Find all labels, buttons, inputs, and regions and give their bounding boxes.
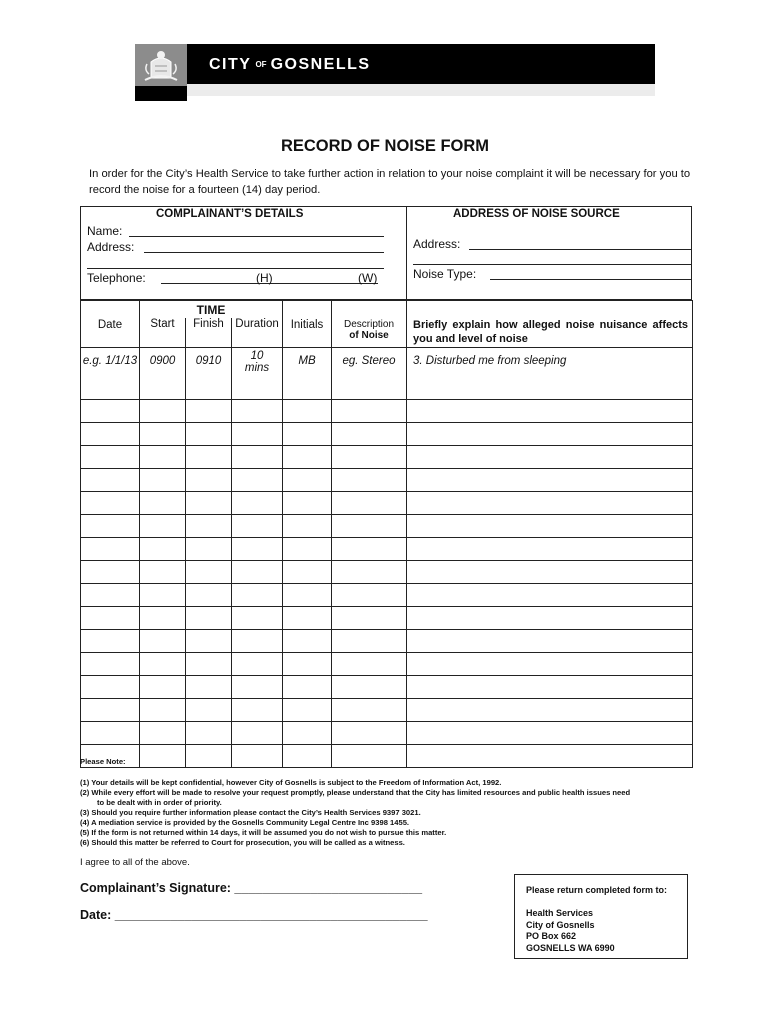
table-row[interactable]	[81, 561, 693, 584]
telephone-label: Telephone:	[87, 271, 146, 285]
note-item: (2) While every effort will be made to resolve your request promptly, please understand that the City has limited resources and public health issues need	[80, 788, 631, 797]
date-header-cell	[81, 301, 140, 348]
table-row[interactable]	[81, 676, 693, 699]
page-title: RECORD OF NOISE FORM	[280, 137, 490, 155]
noise-type-field[interactable]	[490, 279, 691, 280]
note-item: (4) A mediation service is provided by the Gosnells Community Legal Centre Inc 9398 1455.	[80, 818, 410, 827]
table-row[interactable]	[81, 515, 693, 538]
complainant-heading: COMPLAINANT’S DETAILS	[156, 208, 304, 220]
header-underline-dark	[135, 84, 187, 101]
brand-of: OF	[255, 60, 267, 70]
brand-wordmark	[209, 56, 371, 74]
intro-text: In order for the City’s Health Service to take further action in relation to your noise complaint it will be necessary for you to record the noise for a fourteen (14) day period.	[89, 168, 691, 196]
table-row[interactable]	[81, 492, 693, 515]
table-row[interactable]	[81, 699, 693, 722]
notes-section	[80, 757, 700, 848]
col-initials: Initials	[290, 319, 324, 331]
address-field-2[interactable]	[87, 268, 384, 269]
example-date: e.g. 1/1/13	[81, 348, 140, 400]
table-row[interactable]	[81, 722, 693, 745]
example-duration-unit: mins	[244, 362, 270, 374]
table-row[interactable]	[81, 469, 693, 492]
example-explain: 3. Disturbed me from sleeping	[407, 348, 693, 400]
address-label: Address:	[87, 240, 135, 254]
description-header-cell	[332, 301, 407, 348]
brand-name: GOSNELLS	[270, 56, 371, 73]
noise-type-label: Noise Type:	[413, 267, 477, 281]
name-field[interactable]	[129, 236, 384, 237]
example-duration	[232, 348, 283, 400]
col-start: Start	[140, 318, 186, 348]
explain-header-cell	[407, 301, 693, 348]
time-heading: TIME	[196, 303, 226, 317]
source-address-field[interactable]	[469, 249, 691, 250]
table-row[interactable]	[81, 630, 693, 653]
home-phone-label: (H)	[256, 271, 273, 285]
note-item: to be dealt with in order of priority.	[97, 798, 222, 807]
date-field[interactable]: Date: _____________________________________________	[80, 908, 428, 922]
note-item: (5) If the form is not returned within 14 days, it will be assumed you do not wish to pursue this matter.	[80, 828, 447, 837]
source-heading: ADDRESS OF NOISE SOURCE	[453, 208, 620, 220]
table-row[interactable]	[81, 446, 693, 469]
notes-heading: Please Note:	[80, 757, 126, 766]
source-address-field-2[interactable]	[413, 264, 691, 265]
col-description-1: Description	[343, 319, 395, 330]
time-header-cell	[140, 301, 283, 318]
col-duration: Duration	[232, 318, 283, 348]
table-row[interactable]	[81, 584, 693, 607]
crest-logo	[135, 44, 187, 86]
address-field[interactable]	[144, 252, 384, 253]
table-row[interactable]	[81, 400, 693, 423]
return-heading: Please return completed form to:	[526, 885, 668, 895]
col-finish: Finish	[186, 318, 232, 348]
agree-text: I agree to all of the above.	[80, 857, 190, 868]
return-line: City of Gosnells	[526, 919, 595, 930]
example-duration-value: 10	[250, 350, 264, 362]
table-row[interactable]	[81, 653, 693, 676]
col-date: Date	[97, 319, 123, 331]
example-finish: 0910	[186, 348, 232, 400]
table-header-row	[81, 301, 693, 318]
return-line: Health Services	[526, 908, 594, 918]
header-underline	[187, 84, 655, 96]
example-start: 0900	[140, 348, 186, 400]
brand-city: CITY	[209, 56, 252, 73]
note-item: (1) Your details will be kept confidential, however City of Gosnells is subject to the Freedom of Information Act, 1992.	[80, 778, 502, 787]
example-initials: MB	[283, 348, 332, 400]
col-explain: Briefly explain how alleged noise nuisance affects you and level of noise	[413, 319, 688, 345]
table-row[interactable]	[81, 538, 693, 561]
return-address	[526, 908, 615, 954]
col-description-2: of Noise	[349, 330, 389, 341]
note-item: (3) Should you require further information please contact the City’s Health Services 9397 3021.	[80, 808, 421, 817]
return-line: GOSNELLS WA 6990	[526, 942, 615, 953]
details-box	[80, 206, 692, 300]
name-label: Name:	[87, 224, 123, 238]
return-line: PO Box 662	[526, 931, 577, 941]
example-row	[81, 348, 693, 400]
source-address-label: Address:	[413, 237, 461, 251]
details-divider	[406, 206, 407, 300]
return-address-box	[514, 874, 688, 959]
work-phone-label: (W)	[358, 271, 378, 285]
initials-header-cell	[283, 301, 332, 348]
noise-log-table	[80, 300, 693, 768]
example-description: eg. Stereo	[332, 348, 407, 400]
signature-field[interactable]: Complainant’s Signature: ___________________________	[80, 881, 423, 895]
table-row[interactable]	[81, 607, 693, 630]
note-item: (6) Should this matter be referred to Court for prosecution, you will be called as a witness.	[80, 838, 405, 847]
crest-icon	[135, 44, 187, 86]
table-row[interactable]	[81, 423, 693, 446]
